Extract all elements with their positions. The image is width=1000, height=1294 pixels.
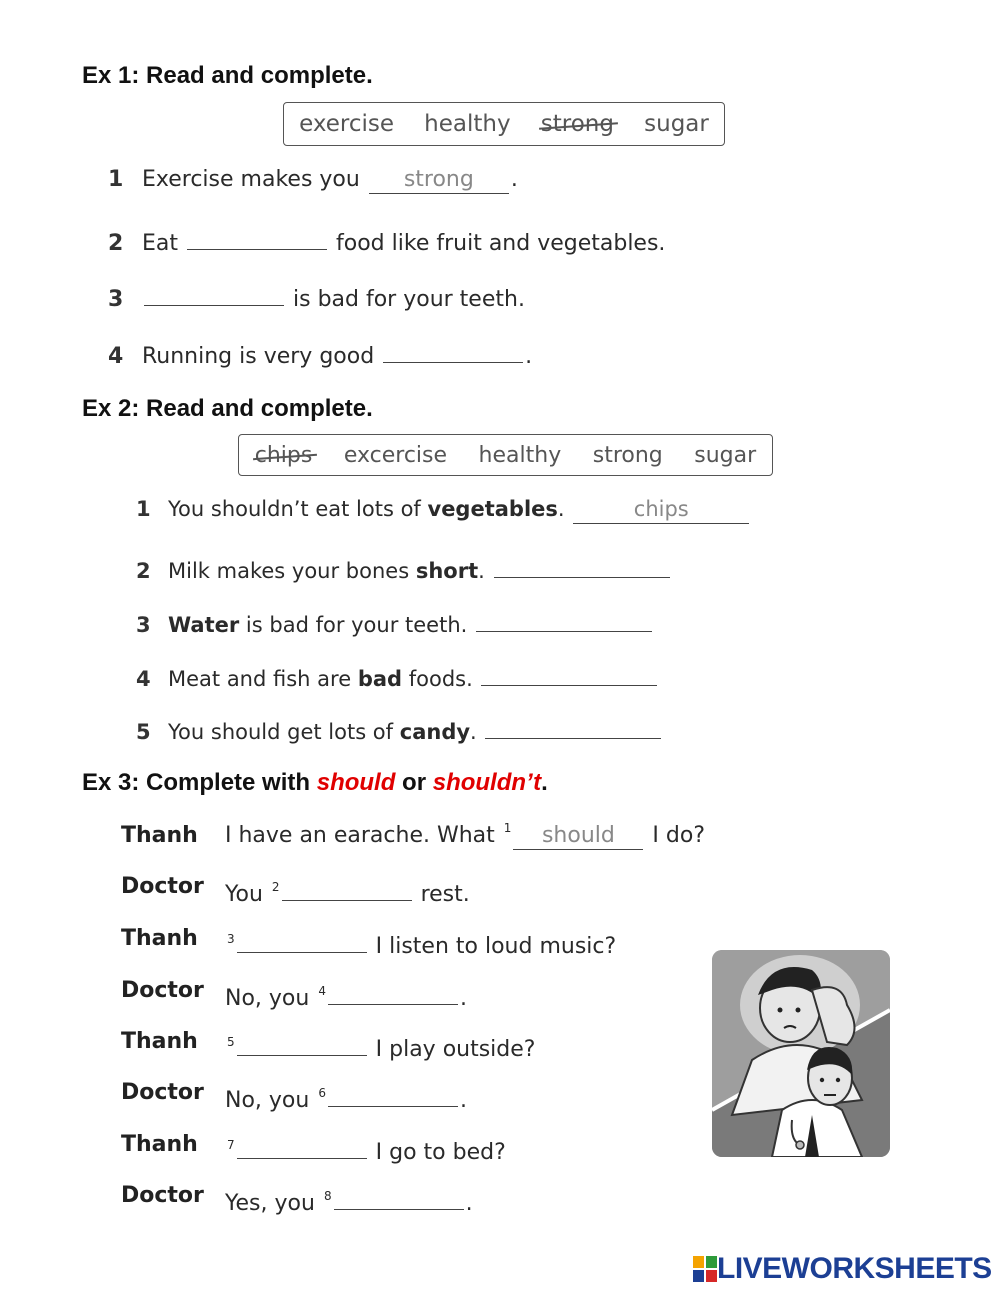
ex1-item-3 [108,279,525,312]
item-text: Eat [142,231,179,256]
line-text: . [459,1088,467,1113]
item-text: . [470,720,477,744]
liveworksheets-logo-icon [693,1256,717,1282]
item-number: 2 [108,231,124,256]
ex1-item-4 [108,336,532,369]
speaker-name: Thanh [121,823,198,848]
ex1-title: Ex 1: Read and complete. [82,62,373,89]
ex2-word: strong [592,442,663,468]
speaker-name: Thanh [121,1029,198,1054]
ex2-word-box [238,434,773,476]
ex1-word: sugar [644,111,709,137]
dialogue-line-6 [225,1080,467,1113]
item-number: 1 [108,167,124,192]
earache-illustration-drawing [712,950,890,1157]
line-text: I play outside? [375,1037,536,1062]
item-bold-word: short [415,559,479,583]
line-text: I listen to loud music? [375,934,617,959]
ex3-title-dot: . [541,769,548,796]
ex1-item-1 [108,167,518,194]
blank-number: 1 [503,821,512,835]
blank-number: 4 [318,984,326,998]
ex3-title-shouldnt: shouldn’t [432,769,542,796]
answer-blank[interactable] [328,978,458,1005]
blank-number: 5 [227,1035,235,1049]
answer-blank[interactable]: chips [573,497,749,524]
answer-blank[interactable]: strong [369,167,509,194]
answer-blank[interactable]: should [513,823,643,850]
blank-number: 6 [318,1086,326,1100]
item-text: Meat and fish are [168,667,352,691]
answer-blank[interactable] [383,336,523,363]
ex2-item-3 [136,605,654,637]
line-text: I do? [652,823,706,848]
dialogue-line-1 [225,823,705,850]
ex2-word: excercise [343,442,448,468]
item-text: foods. [408,667,473,691]
line-text: No, you [225,1088,310,1113]
speaker-name: Thanh [121,1132,198,1157]
answer-blank[interactable] [144,279,284,306]
ex2-item-2 [136,551,672,583]
ex2-word: sugar [694,442,757,468]
item-text: Exercise makes you [142,167,360,192]
ex2-item-5 [136,712,663,744]
dialogue-line-7 [225,1132,506,1165]
item-text: is bad for your teeth. [293,287,525,312]
ex1-item-2 [108,223,665,256]
ex3-title-or: or [402,769,427,796]
ex3-title [82,769,548,797]
ex3-title-should: should [316,769,396,796]
answer-blank[interactable] [481,659,657,686]
item-number: 3 [108,287,124,312]
item-text: You should get lots of [168,720,394,744]
item-bold-word: bad [357,667,403,691]
item-number: 2 [136,559,151,583]
item-text: . [557,497,565,521]
ex1-word-box [283,102,725,146]
item-bold-word: Water [168,613,240,637]
item-number: 4 [108,344,124,369]
earache-illustration [712,950,890,1157]
item-text: food like fruit and vegetables. [336,231,666,256]
item-text: . [510,167,518,192]
ex1-word: exercise [299,111,394,137]
blank-number: 3 [227,932,235,946]
item-bold-word: vegetables [427,497,558,521]
item-text: is bad for your teeth. [245,613,468,637]
item-text: Milk makes your bones [168,559,410,583]
dialogue-line-2 [225,874,470,907]
answer-blank[interactable] [494,551,670,578]
ex1-word: healthy [424,111,511,137]
dialogue-line-4 [225,978,467,1011]
answer-blank[interactable] [485,712,661,739]
line-text: I go to bed? [375,1140,506,1165]
item-number: 1 [136,497,151,521]
line-text: No, you [225,986,310,1011]
dialogue-line-3 [225,926,616,959]
answer-blank[interactable] [476,605,652,632]
blank-number: 7 [227,1138,235,1152]
ex3-title-text: Ex 3: Complete with [82,769,311,796]
answer-blank[interactable] [328,1080,458,1107]
ex2-item-4 [136,659,659,691]
line-text: . [459,986,467,1011]
answer-blank[interactable] [282,874,412,901]
answer-blank[interactable] [187,223,327,250]
item-bold-word: candy [399,720,471,744]
item-number: 5 [136,720,151,744]
liveworksheets-logo [693,1252,992,1286]
speaker-name: Doctor [121,1183,204,1208]
line-text: . [465,1191,473,1216]
answer-blank[interactable] [237,1029,367,1056]
blank-number: 2 [271,880,280,894]
answer-blank[interactable] [334,1183,464,1210]
answer-blank[interactable] [237,1132,367,1159]
item-text: You shouldn’t eat lots of [168,497,421,521]
ex2-word: healthy [478,442,562,468]
item-text: Running is very good [142,344,375,369]
ex2-word-struck: chips [254,442,313,468]
dialogue-line-8 [225,1183,473,1216]
speaker-name: Doctor [121,1080,204,1105]
speaker-name: Thanh [121,926,198,951]
answer-blank[interactable] [237,926,367,953]
ex2-title: Ex 2: Read and complete. [82,395,373,422]
item-number: 4 [136,667,151,691]
ex2-item-1 [136,497,751,524]
line-text: You [225,882,263,907]
dialogue-line-5 [225,1029,535,1062]
line-text: I have an earache. What [225,823,495,848]
item-text: . [478,559,485,583]
line-text: Yes, you [225,1191,315,1216]
item-text: . [525,344,533,369]
item-number: 3 [136,613,151,637]
speaker-name: Doctor [121,978,204,1003]
ex1-word-struck: strong [540,111,614,137]
speaker-name: Doctor [121,874,204,899]
liveworksheets-logo-text: LIVEWORKSHEETS [717,1252,992,1285]
blank-number: 8 [323,1189,332,1203]
line-text: rest. [420,882,470,907]
